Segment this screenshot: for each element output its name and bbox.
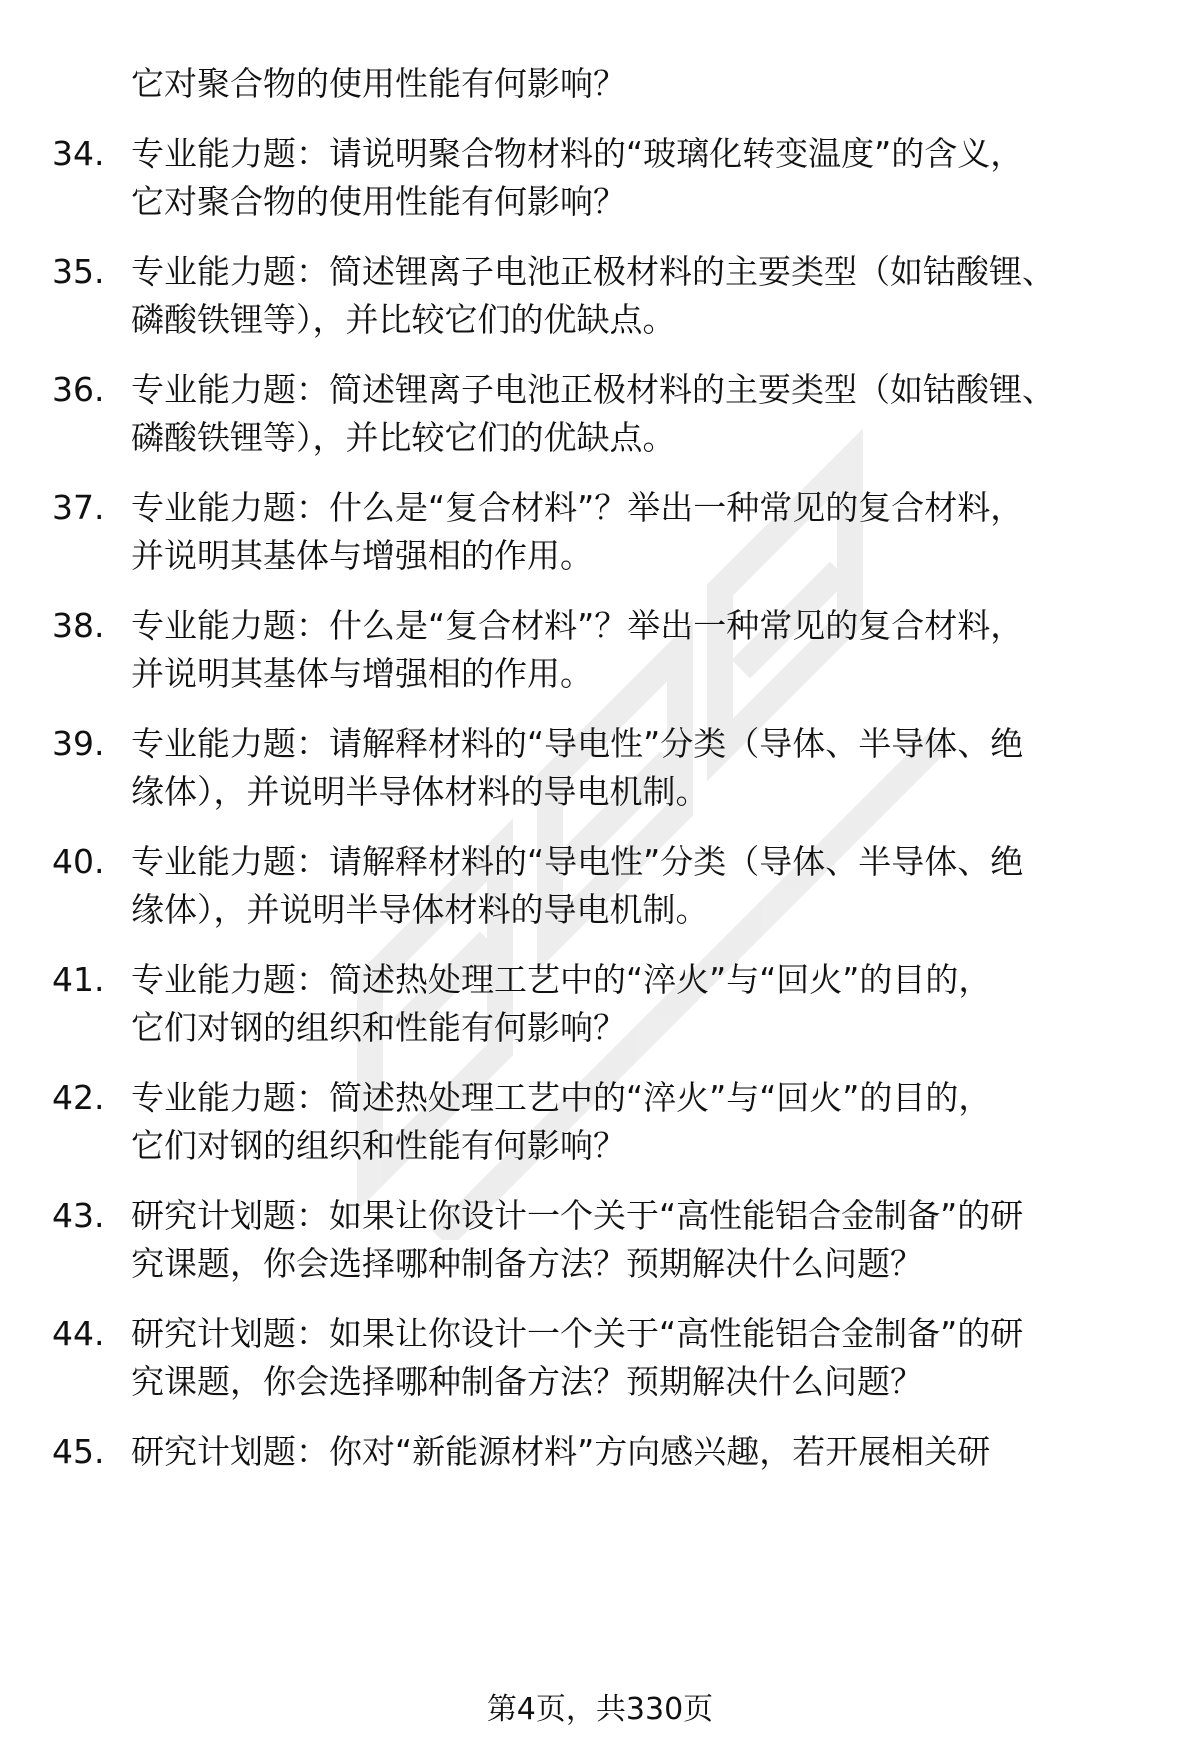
question-number: 44. [52, 1314, 105, 1353]
question-item-41 [52, 956, 1152, 1052]
question-text-line: 究课题，你会选择哪种制备方法？预期解决什么问题？ [131, 1244, 923, 1283]
question-item-34 [52, 130, 1152, 226]
question-text-line: 它们对钢的组织和性能有何影响？ [131, 1126, 626, 1165]
question-text-line: 它对聚合物的使用性能有何影响？ [131, 182, 626, 221]
question-text-line: 究课题，你会选择哪种制备方法？预期解决什么问题？ [131, 1362, 923, 1401]
question-text-line: 缘体），并说明半导体材料的导电机制。 [131, 772, 709, 811]
question-number: 39. [52, 724, 105, 763]
question-number: 38. [52, 606, 105, 645]
question-text-line: 并说明其基体与增强相的作用。 [131, 654, 593, 693]
question-text-line: 专业能力题：什么是“复合材料”？举出一种常见的复合材料， [131, 606, 1024, 645]
question-number: 37. [52, 488, 105, 527]
question-text-line: 专业能力题：简述热处理工艺中的“淬火”与“回火”的目的， [131, 960, 992, 999]
question-item-43 [52, 1192, 1152, 1288]
page-footer: 第4页，共330页 [486, 1692, 714, 1727]
question-item-45 [52, 1428, 1152, 1476]
question-text-line: 专业能力题：什么是“复合材料”？举出一种常见的复合材料， [131, 488, 1024, 527]
question-text-line: 研究计划题：如果让你设计一个关于“高性能铝合金制备”的研 [131, 1196, 1024, 1235]
question-text-line: 专业能力题：请解释材料的“导电性”分类（导体、半导体、绝 [131, 842, 1024, 881]
question-item-39 [52, 720, 1152, 816]
question-item-36 [52, 366, 1152, 462]
question-number: 41. [52, 960, 105, 999]
question-item-38 [52, 602, 1152, 698]
question-text-line: 研究计划题：你对“新能源材料”方向感兴趣，若开展相关研 [131, 1432, 991, 1471]
question-text-line: 专业能力题：简述锂离子电池正极材料的主要类型（如钴酸锂、 [131, 370, 1055, 409]
question-number: 43. [52, 1196, 105, 1235]
question-number: 34. [52, 134, 105, 173]
question-text-line: 磷酸铁锂等），并比较它们的优缺点。 [131, 300, 676, 339]
question-text-line: 专业能力题：请解释材料的“导电性”分类（导体、半导体、绝 [131, 724, 1024, 763]
question-number: 42. [52, 1078, 105, 1117]
question-text-line: 磷酸铁锂等），并比较它们的优缺点。 [131, 418, 676, 457]
question-text-line: 专业能力题：简述锂离子电池正极材料的主要类型（如钴酸锂、 [131, 252, 1055, 291]
question-text-line: 它们对钢的组织和性能有何影响？ [131, 1008, 626, 1047]
question-number: 40. [52, 842, 105, 881]
question-item-40 [52, 838, 1152, 934]
question-text-line: 缘体），并说明半导体材料的导电机制。 [131, 890, 709, 929]
question-text-line: 研究计划题：如果让你设计一个关于“高性能铝合金制备”的研 [131, 1314, 1024, 1353]
question-text-line: 专业能力题：请说明聚合物材料的“玻璃化转变温度”的含义， [131, 134, 1024, 173]
continued-question-line: 它对聚合物的使用性能有何影响？ [131, 64, 626, 103]
question-item-35 [52, 248, 1152, 344]
question-number: 35. [52, 252, 105, 291]
question-item-37 [52, 484, 1152, 580]
question-item-44 [52, 1310, 1152, 1406]
question-item-42 [52, 1074, 1152, 1170]
question-number: 45. [52, 1432, 105, 1471]
question-number: 36. [52, 370, 105, 409]
question-text-line: 并说明其基体与增强相的作用。 [131, 536, 593, 575]
question-text-line: 专业能力题：简述热处理工艺中的“淬火”与“回火”的目的， [131, 1078, 992, 1117]
